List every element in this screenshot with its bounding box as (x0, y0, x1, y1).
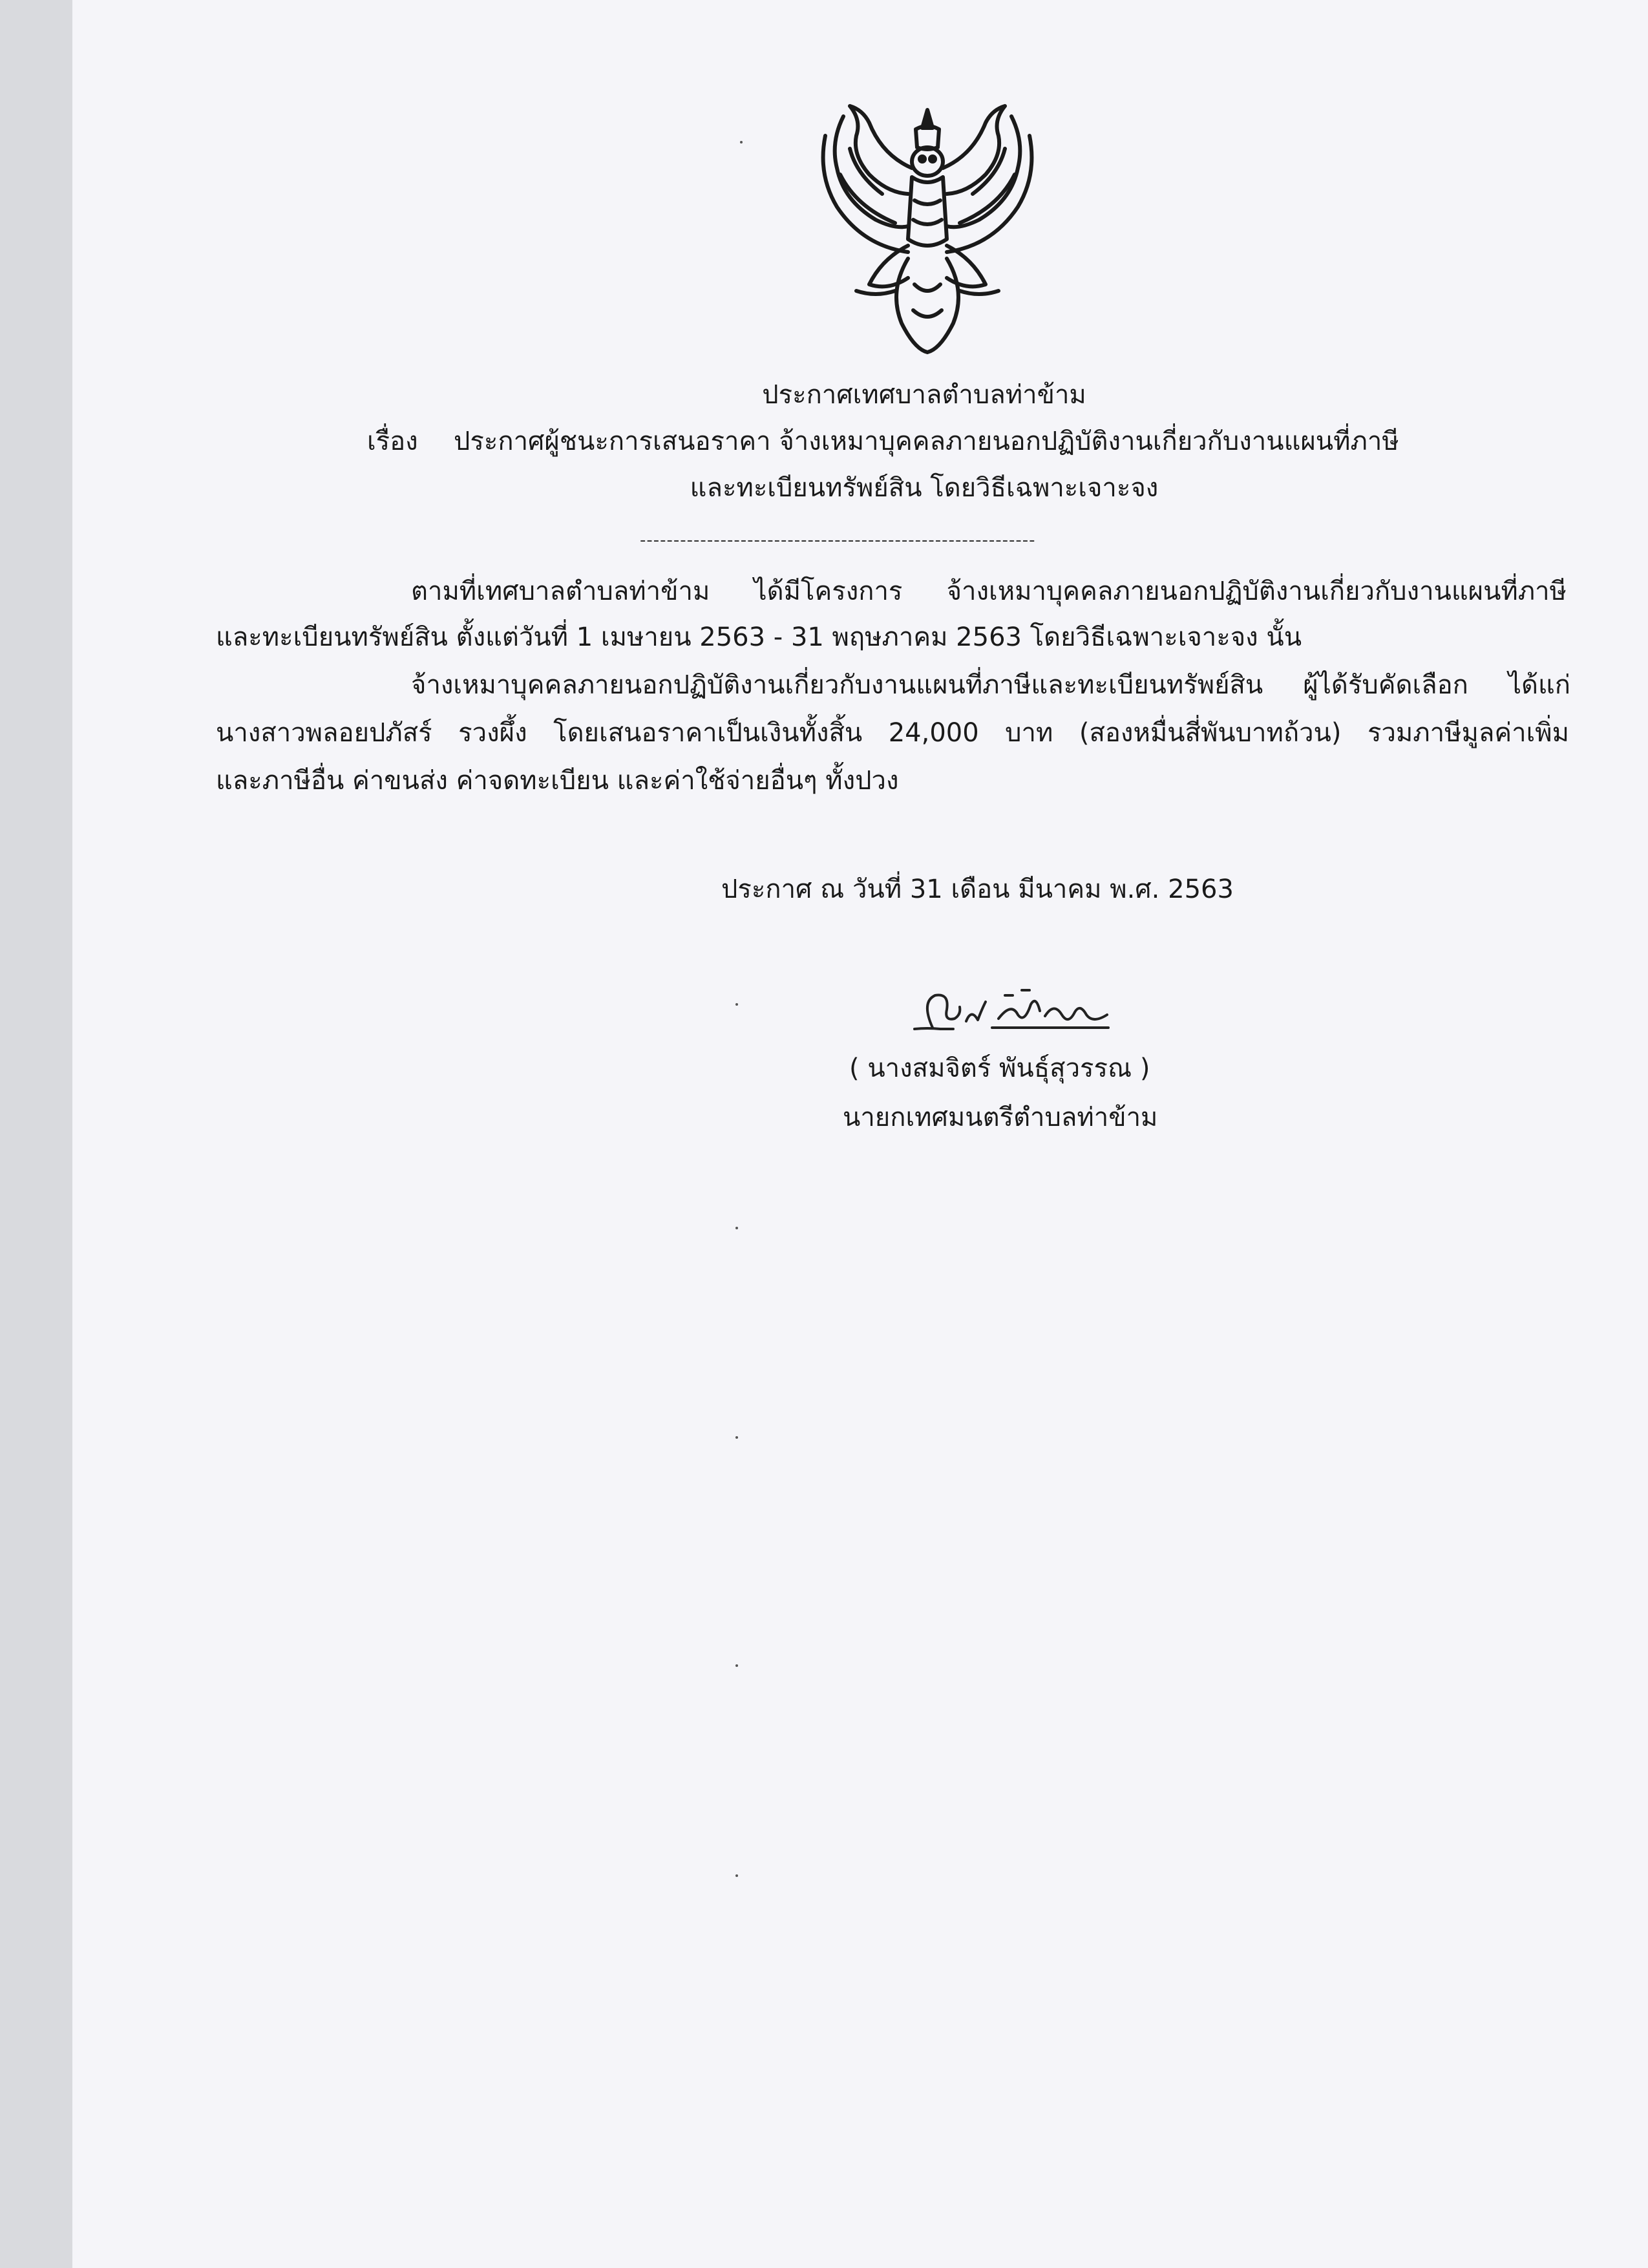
signatory-position: นายกเทศมนตรีตำบลท่าข้าม (843, 1103, 1158, 1132)
subject-line-1: ประกาศผู้ชนะการเสนอราคา จ้างเหมาบุคคลภายนอกปฏิบัติงานเกี่ยวกับงานแผนที่ภาษี (454, 427, 1399, 456)
paragraph-1-line-2: และทะเบียนทรัพย์สิน ตั้งแต่วันที่ 1 เมษายน 2563 - 31 พฤษภาคม 2563 โดยวิธีเฉพาะเจาะจง นั้น (216, 622, 1302, 652)
subject-label: เรื่อง (367, 427, 418, 456)
handwritten-signature (902, 976, 1115, 1054)
scan-speck (740, 141, 743, 143)
issuing-organization: ประกาศเทศบาลตำบลท่าข้าม (762, 380, 1086, 410)
subject-line-2: และทะเบียนทรัพย์สิน โดยวิธีเฉพาะเจาะจง (690, 473, 1159, 503)
paragraph-1-line-1: ตามที่เทศบาลตำบลท่าข้าม ได้มีโครงการ จ้างเหมาบุคคลภายนอกปฏิบัติงานเกี่ยวกับงานแผนที่ภาษี (411, 577, 1567, 606)
scan-speck (735, 1227, 738, 1229)
signatory-name: ( นางสมจิตร์ พันธุ์สุวรรณ ) (849, 1054, 1150, 1083)
scan-speck (735, 1436, 738, 1439)
scan-speck (735, 1874, 738, 1877)
announcement-date: ประกาศ ณ วันที่ 31 เดือน มีนาคม พ.ศ. 2563 (721, 874, 1234, 904)
header-divider: ----------------------------------------------------------- (640, 531, 1036, 550)
paragraph-2-line-1: จ้างเหมาบุคคลภายนอกปฏิบัติงานเกี่ยวกับงานแผนที่ภาษีและทะเบียนทรัพย์สิน ผู้ได้รับคัดเลือก ได้แก่ (411, 670, 1570, 700)
scan-speck (735, 1664, 738, 1667)
garuda-emblem-icon (811, 97, 1044, 355)
paragraph-2-line-2: นางสาวพลอยปภัสร์ รวงผึ้ง โดยเสนอราคาเป็นเงินทั้งสิ้น 24,000 บาท (สองหมื่นสี่พันบาทถ้วน) รวมภาษีมูลค่าเพิ่ม (216, 718, 1569, 748)
paragraph-2-line-3: และภาษีอื่น ค่าขนส่ง ค่าจดทะเบียน และค่าใช้จ่ายอื่นๆ ทั้งปวง (216, 766, 899, 796)
scan-speck (735, 1003, 738, 1006)
